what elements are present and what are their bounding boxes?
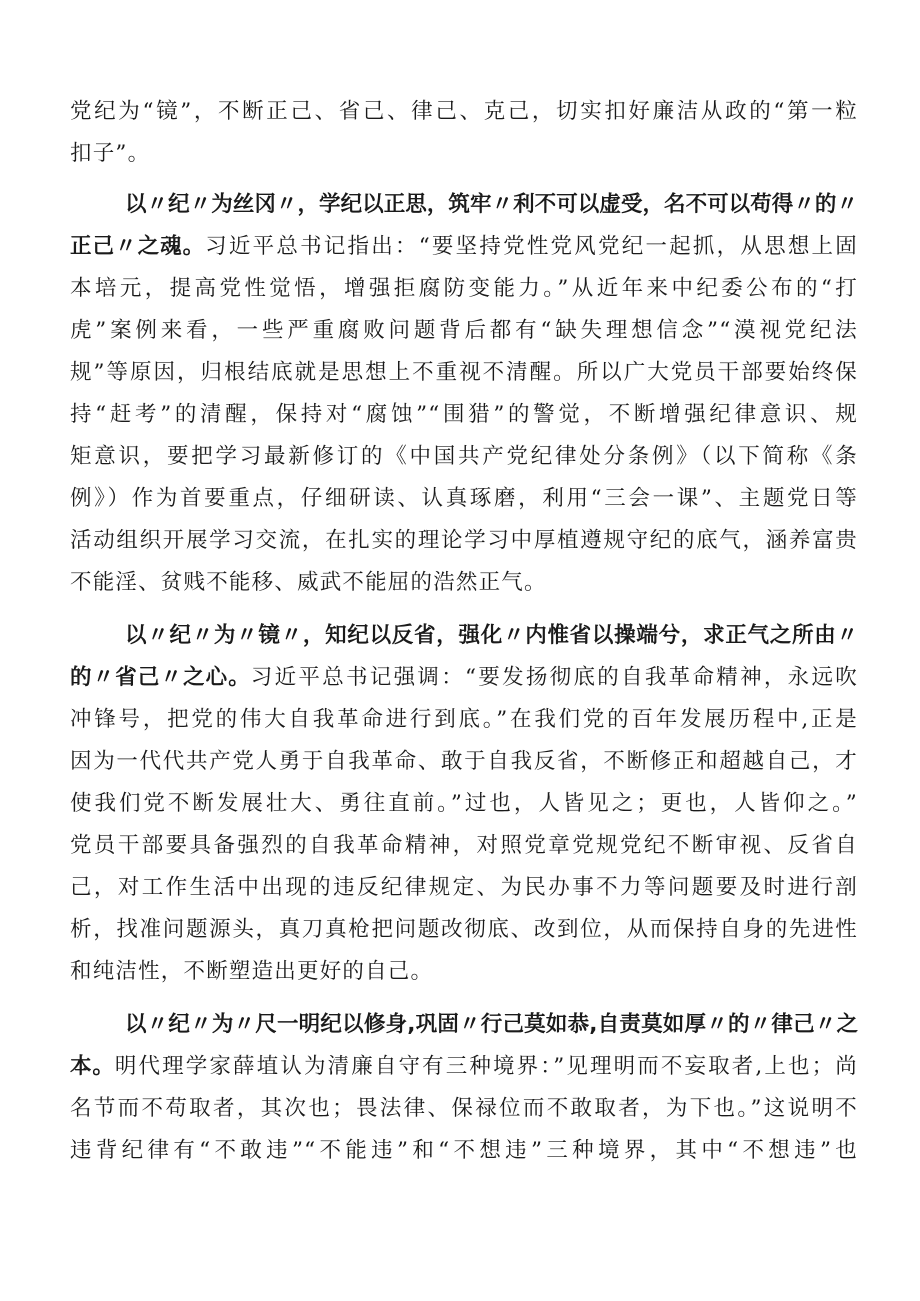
bold-heading-text: 本。 — [70, 1054, 115, 1079]
text-line — [70, 358, 858, 388]
text-line — [70, 705, 858, 735]
text-line — [70, 568, 858, 598]
body-text: 因为一代代共产党人勇于自我革命、敢于自我反省，不断修正和超越自己，才 — [70, 749, 858, 774]
text-line — [125, 1010, 858, 1040]
bold-heading-text: 的〃省己〃之心。 — [70, 665, 251, 690]
body-text: 习近平总书记强调：“要发扬彻底的自我革命精神，永远吹 — [250, 665, 858, 690]
text-line — [125, 190, 858, 220]
body-text: 冲锋号，把党的伟大自我革命进行到底。”在我们党的百年发展历程中,正是 — [70, 707, 858, 732]
body-text: 扣子”。 — [70, 141, 151, 166]
body-text: 明代理学家薛埴认为清廉自守有三种境界：”见理明而不妄取者,上也；尚 — [114, 1054, 858, 1079]
body-text: 规”等原因，归根结底就是思想上不重视不清醒。所以广大党员干部要始终保 — [70, 360, 858, 385]
text-line — [70, 442, 858, 472]
text-line — [125, 621, 858, 651]
body-text: 名节而不苟取者，其次也；畏法律、保禄位而不敢取者，为下也。”这说明不 — [70, 1096, 858, 1121]
text-line — [70, 526, 858, 556]
body-text: 本培元，提高党性觉悟，增强拒腐防变能力。”从近年来中纪委公布的“打 — [70, 276, 858, 301]
bold-heading-text: 以〃纪〃为丝冈〃，学纪以正思，筑牢〃利不可以虚受，名不可以苟得〃的〃 — [125, 192, 858, 217]
body-text: 析，找准问题源头，真刀真枪把问题改彻底、改到位，从而保持自身的先进性 — [70, 917, 858, 942]
text-line — [70, 873, 858, 903]
body-text: 己，对工作生活中出现的违反纪律规定、为民办事不力等问题要及时进行剖 — [70, 875, 858, 900]
body-text: 党员干部要具备强烈的自我革命精神，对照党章党规党纪不断审视、反省自 — [70, 833, 858, 858]
body-text: 和纯洁性，不断塑造出更好的自己。 — [70, 959, 434, 984]
body-text: 不能淫、贫贱不能移、威武不能屈的浩然正气。 — [70, 570, 547, 595]
text-line — [70, 274, 858, 304]
body-text: 违背纪律有“不敢违”“不能违”和“不想违”三种境界，其中“不想违”也 — [70, 1138, 858, 1163]
text-line — [70, 1136, 858, 1166]
text-line — [70, 747, 858, 777]
text-line — [70, 400, 858, 430]
text-line — [70, 831, 858, 861]
body-text: 虎”案例来看，一些严重腐败问题背后都有“缺失理想信念”“漠视党纪法 — [70, 318, 858, 343]
body-text: 活动组织开展学习交流，在扎实的理论学习中厚植遵规守纪的底气，涵养富贵 — [70, 528, 858, 553]
text-line — [70, 232, 858, 262]
text-line — [70, 316, 858, 346]
text-line — [70, 1052, 858, 1082]
body-text: 例》）作为首要重点，仔细研读、认真琢磨，利用“三会一课”、主题党日等 — [70, 486, 858, 511]
bold-heading-text: 以〃纪〃为〃镜〃，知纪以反省，强化〃内惟省以操端兮，求正气之所由〃 — [125, 623, 858, 648]
body-text: 矩意识，要把学习最新修订的《中国共产党纪律处分条例》（以下简称《条 — [70, 444, 858, 469]
body-text: 持“赶考”的清醒，保持对“腐蚀”“围猎”的警觉，不断增强纪律意识、规 — [70, 402, 858, 427]
bold-heading-text: 以〃纪〃为〃尺一明纪以修身,巩固〃行己莫如恭,自责莫如厚〃的〃律己〃之 — [125, 1012, 858, 1037]
text-line — [70, 789, 858, 819]
body-text: 党纪为“镜”，不断正己、省己、律己、克己，切实扣好廉洁从政的“第一粒 — [70, 99, 858, 124]
body-text: 使我们党不断发展壮大、勇往直前。”过也，人皆见之；更也，人皆仰之。” — [70, 791, 858, 816]
text-line — [70, 97, 858, 127]
text-line — [70, 915, 858, 945]
body-text: 习近平总书记指出：“要坚持党性党风党纪一起抓，从思想上固 — [205, 234, 858, 259]
text-line — [70, 957, 858, 987]
text-line — [70, 484, 858, 514]
text-line — [70, 663, 858, 693]
text-line — [70, 1094, 858, 1124]
bold-heading-text: 正己〃之魂。 — [70, 234, 206, 259]
text-line — [70, 139, 858, 169]
